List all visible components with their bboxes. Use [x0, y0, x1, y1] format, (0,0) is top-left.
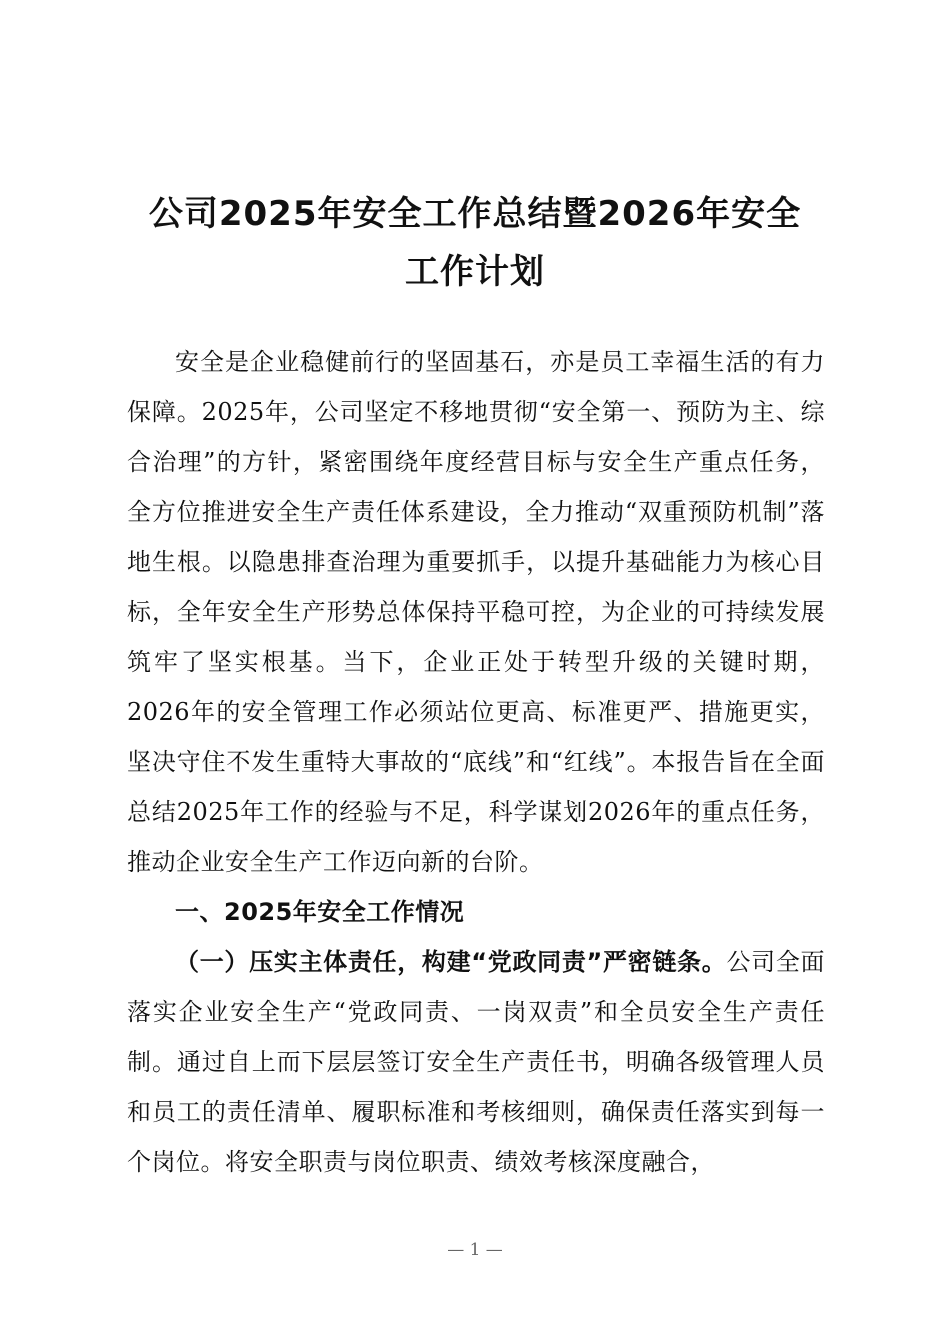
title-line-1: 公司2025年安全工作总结暨2026年安全: [148, 194, 802, 234]
document-body: [127, 337, 825, 1187]
title-line-2: 工作计划: [405, 252, 545, 292]
subsection-heading-1: （一）压实主体责任，构建“党政同责”严密链条。: [175, 948, 727, 976]
document-title: [120, 185, 830, 301]
page-number: — 1 —: [447, 1240, 503, 1260]
section-heading-1: 一、2025年安全工作情况: [175, 898, 465, 926]
subsection-paragraph-1: [127, 937, 825, 1187]
intro-paragraph: 安全是企业稳健前行的坚固基石，亦是员工幸福生活的有力保障。2025年，公司坚定不移地贯彻“安全第一、预防为主、综合治理”的方针，紧密围绕年度经营目标与安全生产重点任务，全方位推进安全生产责任体系建设，全力推动“双重预防机制”落地生根。以隐患排查治理为重要抓手，以提升基础能力为核心目标，全年安全生产形势总体保持平稳可控，为企业的可持续发展筑牢了坚实根基。当下，企业正处于转型升级的关键时期，2026年的安全管理工作必须站位更高、标准更严、措施更实，坚决守住不发生重特大事故的“底线”和“红线”。本报告旨在全面总结2025年工作的经验与不足，科学谋划2026年的重点任务，推动企业安全生产工作迈向新的台阶。: [127, 348, 825, 876]
subsection-text-1: 公司全面落实企业安全生产“党政同责、一岗双责”和全员安全生产责任制。通过自上而下层层签订安全生产责任书，明确各级管理人员和员工的责任清单、履职标准和考核细则，确保责任落实到每一个岗位。将安全职责与岗位职责、绩效考核深度融合，: [127, 948, 826, 1176]
